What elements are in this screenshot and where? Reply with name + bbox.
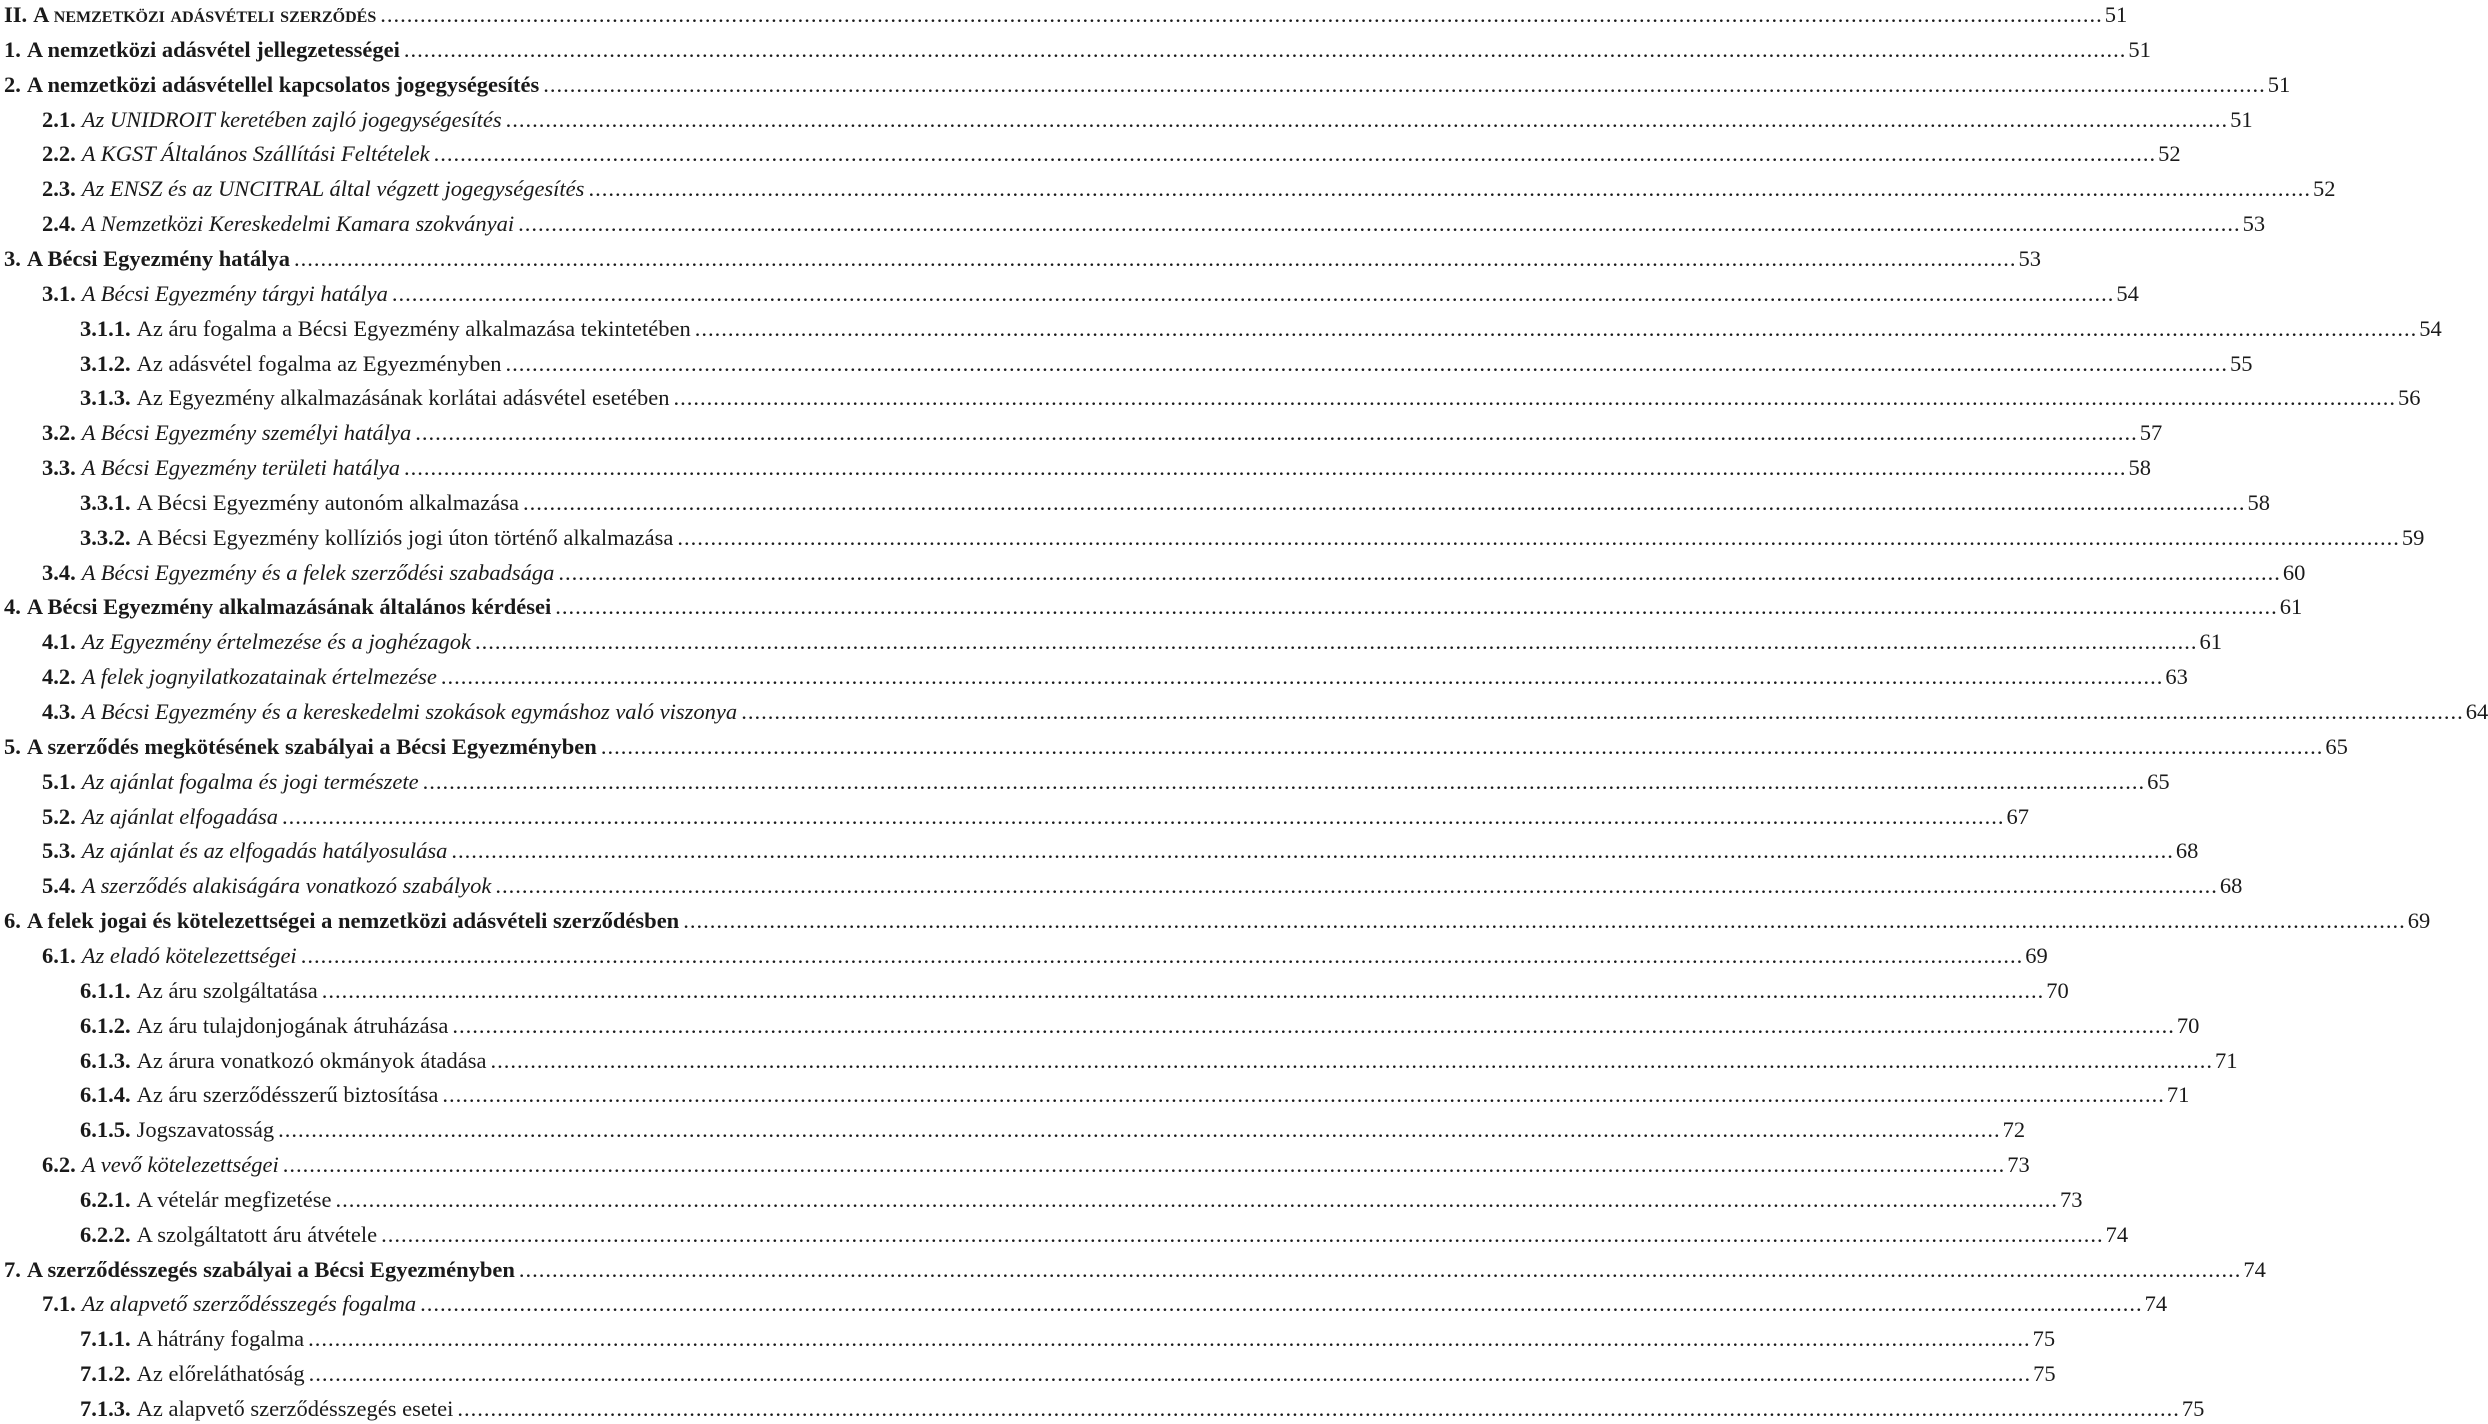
toc-entry-title: Az ajánlat fogalma és jogi természete	[81, 768, 419, 794]
toc-entry-number: 6.1.3.	[80, 1047, 131, 1073]
toc-entry[interactable]	[4, 453, 2151, 483]
toc-entry-number: 5.2.	[42, 803, 76, 829]
toc-entry[interactable]	[4, 0, 2128, 30]
dot-leader: ....................................................................................................................................................................................................................................................................	[391, 280, 2115, 306]
dot-leader: ....................................................................................................................................................................................................................................................................	[558, 559, 2281, 585]
toc-entry-number: 3.1.2.	[80, 350, 131, 376]
toc-entry-title: Az ajánlat elfogadása	[81, 803, 278, 829]
toc-entry-title: Az áru fogalma a Bécsi Egyezmény alkalmazása tekintetében	[136, 315, 691, 341]
dot-leader: ....................................................................................................................................................................................................................................................................	[588, 176, 2311, 202]
toc-entry-title: Az áru szerződésszerű biztosítása	[136, 1082, 439, 1108]
dot-leader: ....................................................................................................................................................................................................................................................................	[335, 1186, 2059, 1212]
toc-entry[interactable]	[4, 558, 2306, 588]
toc-entry-number: 3.4.	[42, 559, 76, 585]
toc-entry[interactable]	[4, 1046, 2238, 1076]
toc-entry-title: A Bécsi Egyezmény autonóm alkalmazása	[136, 489, 519, 515]
toc-entry-page-number: 61	[2279, 594, 2303, 620]
toc-entry-title: Jogszavatosság	[136, 1117, 275, 1143]
dot-leader: ....................................................................................................................................................................................................................................................................	[282, 803, 2005, 829]
toc-entry-page-number: 67	[2006, 803, 2029, 829]
dot-leader: ....................................................................................................................................................................................................................................................................	[741, 699, 2464, 724]
dot-leader: ....................................................................................................................................................................................................................................................................	[505, 350, 2228, 376]
toc-entry-number: 4.3.	[42, 699, 76, 724]
toc-entry[interactable]	[4, 488, 2270, 518]
toc-entry-title: Az Egyezmény alkalmazásának korlátai adásvétel esetében	[136, 385, 670, 411]
dot-leader: ....................................................................................................................................................................................................................................................................	[380, 2, 2103, 27]
dot-leader: ....................................................................................................................................................................................................................................................................	[442, 1082, 2165, 1108]
toc-entry[interactable]	[4, 1289, 2168, 1319]
toc-entry[interactable]	[4, 802, 2029, 832]
toc-entry[interactable]	[4, 732, 2348, 762]
toc-entry-page-number: 59	[2401, 524, 2425, 550]
toc-entry[interactable]	[4, 1115, 2026, 1145]
toc-entry-page-number: 56	[2397, 385, 2421, 411]
dot-leader: ....................................................................................................................................................................................................................................................................	[321, 977, 2045, 1003]
dot-leader: ....................................................................................................................................................................................................................................................................	[683, 908, 2406, 934]
toc-entry[interactable]	[4, 1185, 2083, 1215]
dot-leader: ....................................................................................................................................................................................................................................................................	[677, 524, 2400, 550]
toc-entry[interactable]	[4, 244, 2041, 274]
toc-entry-page-number: 75	[2181, 1396, 2205, 1421]
toc-entry[interactable]	[4, 662, 2188, 692]
dot-leader: ....................................................................................................................................................................................................................................................................	[475, 629, 2198, 655]
toc-entry-title: Az alapvető szerződésszegés fogalma	[81, 1291, 417, 1317]
toc-entry-page-number: 53	[2242, 211, 2266, 237]
toc-entry[interactable]	[4, 139, 2181, 169]
toc-entry[interactable]	[4, 1324, 2056, 1354]
toc-entry-title: Az áru szolgáltatása	[136, 977, 318, 1003]
toc-entry-number: 6.1.	[42, 942, 76, 968]
toc-entry-number: 3.	[4, 245, 21, 271]
dot-leader: ....................................................................................................................................................................................................................................................................	[490, 1047, 2213, 1073]
toc-entry-page-number: 72	[2002, 1117, 2026, 1143]
dot-leader: ....................................................................................................................................................................................................................................................................	[600, 733, 2324, 759]
toc-entry-page-number: 58	[2128, 455, 2151, 481]
dot-leader: ....................................................................................................................................................................................................................................................................	[523, 489, 2246, 515]
toc-entry-number: 2.4.	[42, 211, 76, 237]
toc-entry-page-number: 69	[2025, 942, 2048, 968]
dot-leader: ....................................................................................................................................................................................................................................................................	[293, 245, 2017, 271]
toc-entry[interactable]	[4, 941, 2048, 971]
toc-entry-number: 6.2.1.	[80, 1186, 131, 1212]
toc-entry-title: Az ENSZ és az UNCITRAL által végzett jogegységesítés	[81, 176, 585, 202]
toc-entry-page-number: 51	[2128, 36, 2151, 62]
toc-entry[interactable]	[4, 105, 2253, 135]
toc-entry-number: 6.	[4, 908, 21, 934]
toc-entry[interactable]	[4, 627, 2222, 657]
toc-entry-number: 2.2.	[42, 141, 76, 167]
toc-entry[interactable]	[4, 523, 2425, 553]
toc-entry-number: 2.1.	[42, 106, 76, 132]
toc-entry-number: 5.4.	[42, 873, 76, 899]
toc-entry-page-number: 54	[2116, 280, 2139, 306]
dot-leader: ....................................................................................................................................................................................................................................................................	[282, 1152, 2006, 1178]
toc-entry-page-number: 55	[2229, 350, 2253, 376]
toc-entry-page-number: 52	[2158, 141, 2181, 167]
toc-entry-title: A Bécsi Egyezmény hatálya	[26, 245, 290, 271]
toc-entry[interactable]	[4, 976, 2069, 1006]
toc-entry[interactable]	[4, 1080, 2190, 1110]
toc-entry[interactable]	[4, 35, 2151, 65]
toc-entry-number: 7.	[4, 1256, 21, 1282]
toc-entry[interactable]	[4, 418, 2163, 448]
toc-entry[interactable]	[4, 279, 2139, 309]
toc-entry-title: A Bécsi Egyezmény kollíziós jogi úton történő alkalmazása	[136, 524, 674, 550]
toc-entry-page-number: 71	[2215, 1047, 2238, 1073]
dot-leader: ....................................................................................................................................................................................................................................................................	[381, 1221, 2104, 1247]
toc-entry-title: Az árura vonatkozó okmányok átadása	[136, 1047, 487, 1073]
dot-leader: ....................................................................................................................................................................................................................................................................	[543, 71, 2266, 97]
toc-entry-title: A szolgáltatott áru átvétele	[136, 1221, 378, 1247]
toc-entry-page-number: 70	[2176, 1012, 2200, 1038]
toc-entry-title: Az alapvető szerződésszegés esetei	[136, 1396, 454, 1421]
toc-entry[interactable]	[4, 871, 2243, 901]
toc-entry[interactable]	[4, 1150, 2030, 1180]
toc-entry-title: A Bécsi Egyezmény és a kereskedelmi szokások egymáshoz való viszonya	[81, 699, 738, 724]
toc-entry-number: 6.1.5.	[80, 1117, 131, 1143]
dot-leader: ....................................................................................................................................................................................................................................................................	[673, 385, 2396, 411]
toc-entry[interactable]	[4, 1220, 2129, 1250]
dot-leader: ....................................................................................................................................................................................................................................................................	[518, 1256, 2242, 1282]
toc-entry-number: 3.3.1.	[80, 489, 131, 515]
toc-entry-page-number: 71	[2166, 1082, 2190, 1108]
toc-entry-page-number: 68	[2175, 838, 2199, 864]
toc-entry[interactable]	[4, 174, 2336, 204]
dot-leader: ....................................................................................................................................................................................................................................................................	[505, 106, 2229, 132]
toc-entry-number: 6.1.2.	[80, 1012, 131, 1038]
toc-entry-page-number: 54	[2419, 315, 2442, 341]
toc-entry[interactable]	[4, 592, 2303, 622]
dot-leader: ....................................................................................................................................................................................................................................................................	[403, 455, 2127, 481]
toc-entry-title: A Nemzetközi Kereskedelmi Kamara szokványai	[81, 211, 515, 237]
toc-entry-title: Az ajánlat és az elfogadás hatályosulása	[81, 838, 448, 864]
toc-entry[interactable]	[4, 906, 2431, 936]
toc-entry-title: A Bécsi Egyezmény alkalmazásának általános kérdései	[26, 594, 552, 620]
toc-entry-title: A szerződésszegés szabályai a Bécsi Egyezményben	[26, 1256, 515, 1282]
dot-leader: ....................................................................................................................................................................................................................................................................	[415, 420, 2138, 446]
toc-entry-number: 7.1.	[42, 1291, 76, 1317]
toc-entry-page-number: 52	[2312, 176, 2336, 202]
toc-entry-page-number: 51	[2267, 71, 2291, 97]
dot-leader: ....................................................................................................................................................................................................................................................................	[452, 1012, 2175, 1038]
dot-leader: ....................................................................................................................................................................................................................................................................	[300, 942, 2024, 968]
toc-entry-number: 5.3.	[42, 838, 76, 864]
toc-entry-title: Az Egyezmény értelmezése és a joghézagok	[81, 629, 471, 655]
toc-entry-number: 7.1.2.	[80, 1361, 131, 1387]
toc-entry-number: 4.	[4, 594, 21, 620]
toc-entry-page-number: 65	[2147, 768, 2170, 794]
toc-entry-page-number: 75	[2032, 1326, 2056, 1352]
toc-entry-number: 4.2.	[42, 664, 76, 690]
dot-leader: ....................................................................................................................................................................................................................................................................	[694, 315, 2418, 341]
toc-entry-title: Az áru tulajdonjogának átruházása	[136, 1012, 449, 1038]
toc-entry-page-number: 64	[2465, 699, 2488, 724]
toc-entry-title: Az adásvétel fogalma az Egyezményben	[136, 350, 502, 376]
toc-entry-number: 3.2.	[42, 420, 76, 446]
toc-entry[interactable]	[4, 349, 2253, 379]
toc-entry-page-number: 69	[2407, 908, 2431, 934]
toc-entry-title: A Bécsi Egyezmény és a felek szerződési szabadsága	[81, 559, 555, 585]
toc-entry-number: 1.	[4, 36, 21, 62]
toc-entry-title: A nemzetközi adásvételi szerződés	[33, 2, 377, 27]
dot-leader: ....................................................................................................................................................................................................................................................................	[278, 1117, 2001, 1143]
dot-leader: ....................................................................................................................................................................................................................................................................	[433, 141, 2157, 167]
toc-entry[interactable]	[4, 209, 2266, 239]
toc-entry-page-number: 63	[2165, 664, 2188, 690]
toc-entry-number: 2.	[4, 71, 21, 97]
toc-entry-number: 6.2.	[42, 1152, 76, 1178]
toc-entry-number: 2.3.	[42, 176, 76, 202]
toc-entry-number: 5.1.	[42, 768, 76, 794]
dot-leader: ....................................................................................................................................................................................................................................................................	[420, 1291, 2143, 1317]
toc-entry-number: 3.3.	[42, 455, 76, 481]
toc-entry-number: 7.1.3.	[80, 1396, 131, 1421]
toc-entry-page-number: 51	[2230, 106, 2253, 132]
toc-entry[interactable]	[4, 1255, 2266, 1285]
toc-entry-page-number: 53	[2018, 245, 2041, 271]
toc-entry-number: 6.2.2.	[80, 1221, 131, 1247]
toc-entry-page-number: 73	[2060, 1186, 2083, 1212]
dot-leader: ....................................................................................................................................................................................................................................................................	[422, 768, 2146, 794]
toc-entry[interactable]	[4, 314, 2442, 344]
dot-leader: ....................................................................................................................................................................................................................................................................	[495, 873, 2218, 899]
toc-entry-number: 5.	[4, 733, 21, 759]
toc-entry-title: A Bécsi Egyezmény tárgyi hatálya	[81, 280, 388, 306]
dot-leader: ....................................................................................................................................................................................................................................................................	[308, 1361, 2032, 1387]
toc-entry[interactable]	[4, 70, 2291, 100]
toc-entry[interactable]	[4, 836, 2199, 866]
dot-leader: ....................................................................................................................................................................................................................................................................	[440, 664, 2164, 690]
toc-entry-page-number: 61	[2199, 629, 2222, 655]
dot-leader: ....................................................................................................................................................................................................................................................................	[518, 211, 2241, 237]
toc-entry-number: 4.1.	[42, 629, 76, 655]
toc-entry-page-number: 65	[2325, 733, 2348, 759]
dot-leader: ....................................................................................................................................................................................................................................................................	[451, 838, 2174, 864]
toc-entry-number: 6.1.4.	[80, 1082, 131, 1108]
dot-leader: ....................................................................................................................................................................................................................................................................	[457, 1396, 2180, 1421]
toc-entry-page-number: 75	[2033, 1361, 2056, 1387]
toc-entry-page-number: 74	[2105, 1221, 2129, 1247]
dot-leader: ....................................................................................................................................................................................................................................................................	[555, 594, 2278, 620]
toc-entry-title: A nemzetközi adásvétel jellegzetességei	[26, 36, 400, 62]
toc-entry-number: 3.1.3.	[80, 385, 131, 411]
toc-entry-title: A KGST Általános Szállítási Feltételek	[81, 141, 430, 167]
toc-entry-page-number: 60	[2282, 559, 2306, 585]
toc-entry-title: Az eladó kötelezettségei	[81, 942, 297, 968]
toc-entry-page-number: 58	[2247, 489, 2270, 515]
toc-entry-title: A vételár megfizetése	[136, 1186, 332, 1212]
toc-entry-page-number: 74	[2144, 1291, 2168, 1317]
toc-entry-number: 3.1.	[42, 280, 76, 306]
toc-entry-page-number: 74	[2243, 1256, 2266, 1282]
toc-entry-number: 6.1.1.	[80, 977, 131, 1003]
toc-entry-title: Az UNIDROIT keretében zajló jogegységesítés	[81, 106, 502, 132]
toc-entry-number: 3.1.1.	[80, 315, 131, 341]
toc-entry[interactable]	[4, 1011, 2200, 1041]
toc-entry[interactable]	[4, 1359, 2056, 1389]
toc-entry-page-number: 57	[2139, 420, 2163, 446]
toc-entry-title: A szerződés alakiságára vonatkozó szabályok	[81, 873, 492, 899]
toc-entry-title: A nemzetközi adásvétellel kapcsolatos jogegységesítés	[26, 71, 540, 97]
toc-entry-title: A hátrány fogalma	[136, 1326, 305, 1352]
toc-entry-title: A szerződés megkötésének szabályai a Bécsi Egyezményben	[26, 733, 597, 759]
dot-leader: ....................................................................................................................................................................................................................................................................	[308, 1326, 2031, 1352]
toc-entry-page-number: 70	[2046, 977, 2069, 1003]
toc-entry[interactable]	[4, 1394, 2205, 1424]
toc-entry[interactable]	[4, 383, 2421, 413]
toc-entry-page-number: 68	[2219, 873, 2243, 899]
toc-entry-page-number: 51	[2104, 2, 2128, 27]
toc-entry-number: 7.1.1.	[80, 1326, 131, 1352]
toc-entry-title: A felek jognyilatkozatainak értelmezése	[81, 664, 437, 690]
toc-entry-title: A felek jogai és kötelezettségei a nemzetközi adásvételi szerződésben	[26, 908, 680, 934]
toc-entry[interactable]	[4, 697, 2488, 727]
toc-entry-title: A vevő kötelezettségei	[81, 1152, 279, 1178]
toc-entry[interactable]	[4, 767, 2170, 797]
toc-entry-number: 3.3.2.	[80, 524, 131, 550]
toc-entry-title: Az előreláthatóság	[136, 1361, 305, 1387]
toc-entry-number: II.	[4, 2, 28, 27]
toc-entry-title: A Bécsi Egyezmény személyi hatálya	[81, 420, 412, 446]
toc-entry-page-number: 73	[2007, 1152, 2030, 1178]
toc-entry-title: A Bécsi Egyezmény területi hatálya	[81, 455, 400, 481]
dot-leader: ....................................................................................................................................................................................................................................................................	[403, 36, 2127, 62]
